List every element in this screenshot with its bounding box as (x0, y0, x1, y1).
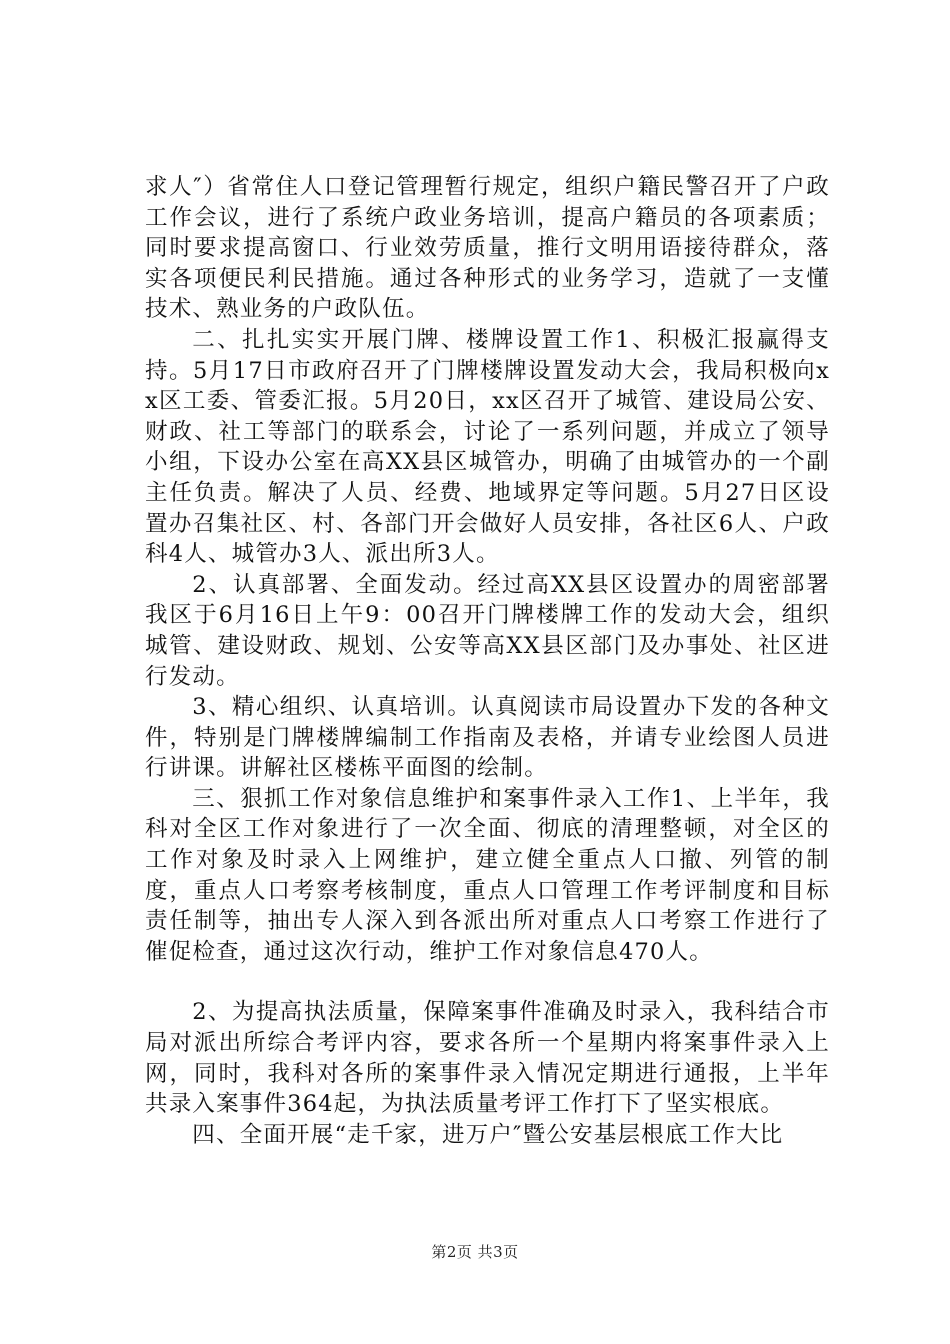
paragraph-training: 3、精心组织、认真培训。认真阅读市局设置办下发的各种文件，特别是门牌楼牌编制工作指南及表格，并请专业绘图人员进行讲课。讲解社区楼栋平面图的绘制。 (145, 694, 830, 782)
paragraph-section-two: 二、扎扎实实开展门牌、楼牌设置工作1、积极汇报赢得支持。5月17日市政府召开了门牌楼牌设置发动大会，我局积极向xx区工委、管委汇报。5月20日，xx区召开了城管、建设局公安、财政、社工等部门的联系会，讨论了一系列问题，并成立了领导小组，下设办公室在高XX县区城管办，明确了由城管办的一个副主任负责。解决了人员、经费、地域界定等问题。5月27日区设置办召集社区、村、各部门开会做好人员安排，各社区6人、户政科4人、城管办3人、派出所3人。 (145, 326, 830, 568)
page-number-footer: 第2页 共3页 (431, 1243, 519, 1261)
paragraph-case-entry: 2、为提高执法质量，保障案事件准确及时录入，我科结合市局对派出所综合考评内容，要求各所一个星期内将案事件录入上网，同时，我科对各所的案事件录入情况定期进行通报，上半年共录入案事件364起，为执法质量考评工作打下了坚实根底。 (145, 999, 830, 1118)
document-body (145, 172, 830, 1150)
paragraph-section-four: 四、全面开展“走千家，进万户″暨公安基层根底工作大比 (192, 1121, 784, 1148)
paragraph-continued: 求人″）省常住人口登记管理暂行规定，组织户籍民警召开了户政工作会议，进行了系统户政业务培训，提高户籍员的各项素质；同时要求提高窗口、行业效劳质量，推行文明用语接待群众，落实各项便民利民措施。通过各种形式的业务学习，造就了一支懂技术、熟业务的户政队伍。 (145, 174, 830, 323)
paragraph-section-three: 三、狠抓工作对象信息维护和案事件录入工作1、上半年，我科对全区工作对象进行了一次全面、彻底的清理整顿，对全区的工作对象及时录入上网维护，建立健全重点人口撤、列管的制度，重点人口考察考核制度，重点人口管理工作考评制度和目标责任制等，抽出专人深入到各派出所对重点人口考察工作进行了催促检查，通过这次行动，维护工作对象信息470人。 (145, 785, 830, 965)
paragraph-deployment: 2、认真部署、全面发动。经过高XX县区设置办的周密部署我区于6月16日上午9：00召开门牌楼牌工作的发动大会，组织城管、建设财政、规划、公安等高XX县区部门及办事处、社区进行发动。 (145, 571, 830, 690)
